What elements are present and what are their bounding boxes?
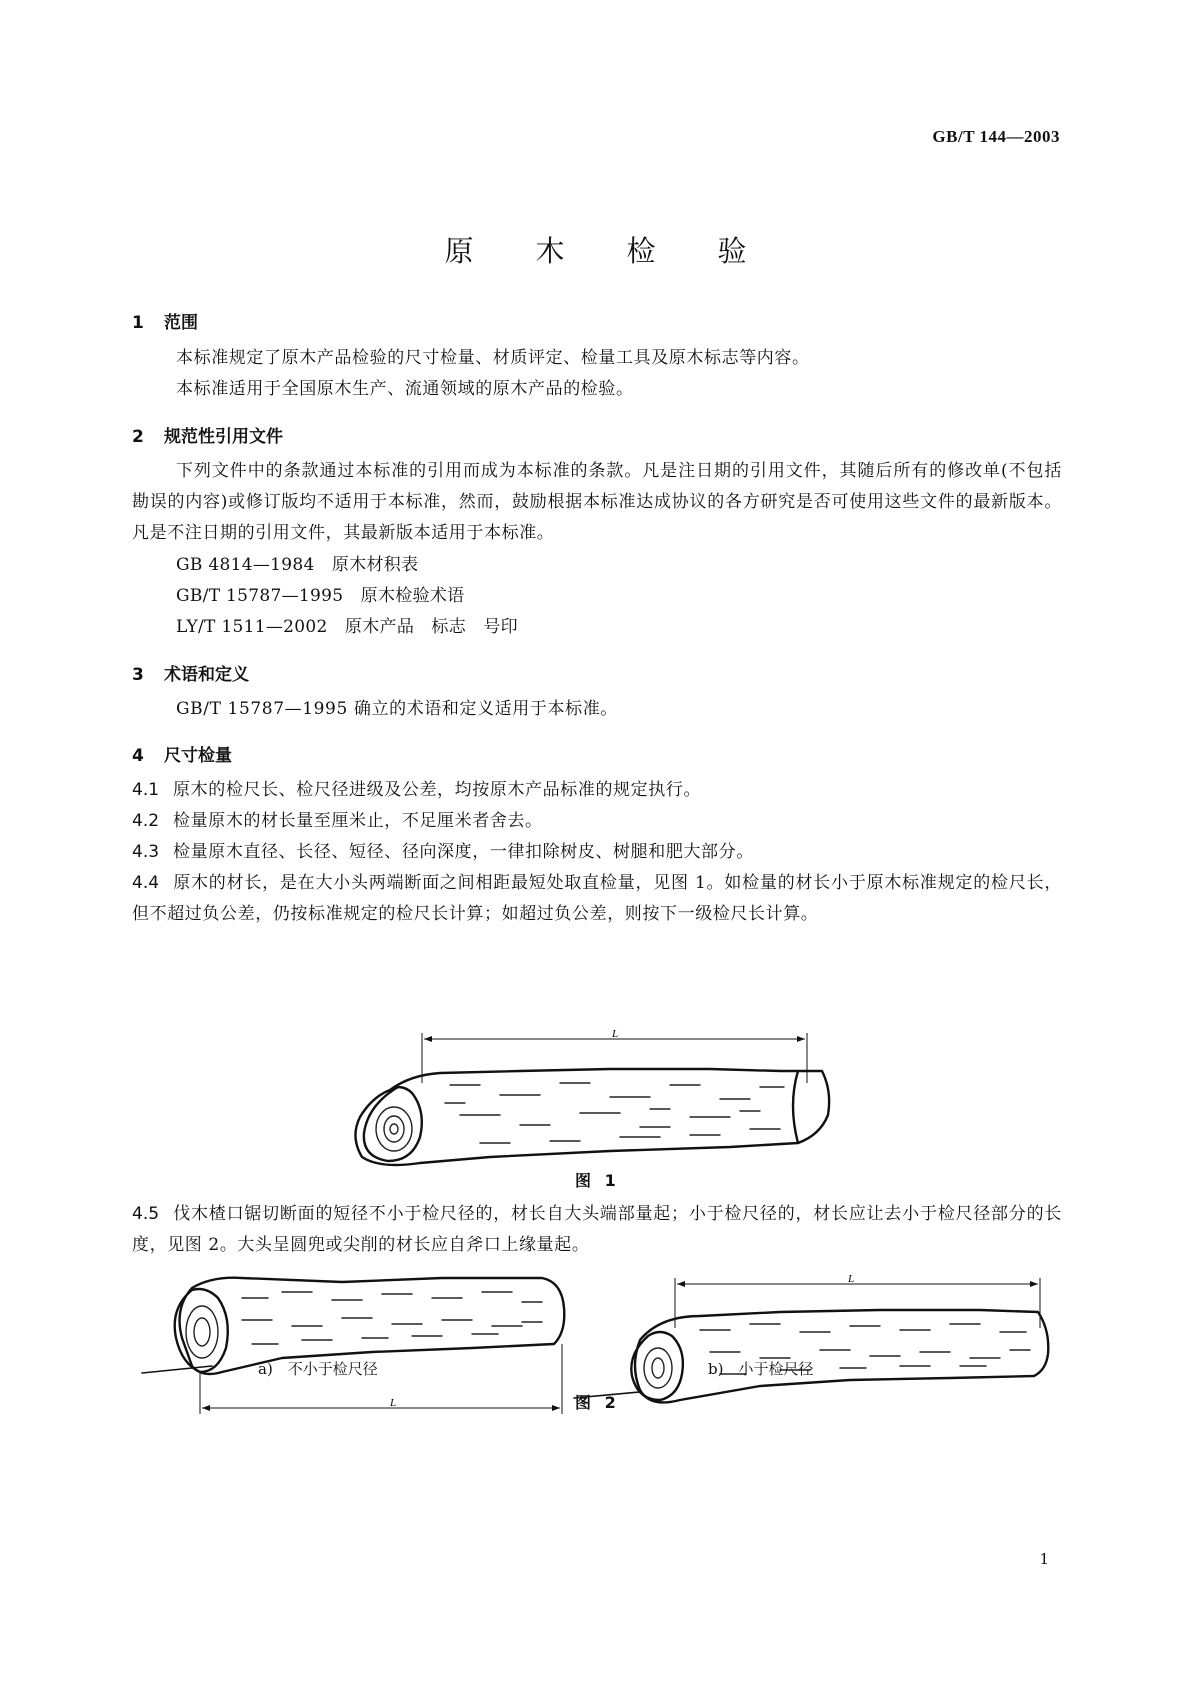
clause-text: 原木的检尺长、检尺径进级及公差，均按原木产品标准的规定执行。	[173, 780, 702, 800]
clause-number: 4.4	[132, 873, 160, 893]
clause-number: 4.5	[132, 1204, 160, 1224]
section-number: 4	[132, 746, 144, 766]
log-large-end-face	[175, 1289, 228, 1372]
section-title: 范围	[164, 313, 198, 333]
scope-paragraph-1: 本标准规定了原木产品检验的尺寸检量、材质评定、检量工具及原木标志等内容。	[176, 348, 810, 368]
section-number: 3	[132, 665, 144, 685]
figure-1-caption: 图 1	[575, 1171, 620, 1190]
page-number: 1	[1039, 1550, 1049, 1568]
section-1-heading	[132, 308, 198, 333]
clause-4-2	[132, 806, 1062, 837]
dimension-label: L	[612, 1028, 619, 1040]
clause-text: 伐木楂口锯切断面的短径不小于检尺径的，材长自大头端部量起；小于检尺径的，材长应让去小于检尺径部分的长度，见图 2。大头呈圆兜或尖削的材长应自斧口上缘量起。	[132, 1204, 1062, 1255]
clause-text: 检量原木的材长量至厘米止，不足厘米者舍去。	[173, 811, 543, 831]
log-outline	[635, 1310, 1048, 1402]
document-title: 原木检验	[444, 234, 809, 268]
dimension-label: L	[390, 1397, 397, 1409]
scope-paragraph-2: 本标准适用于全国原木生产、流通领域的原木产品的检验。	[176, 379, 634, 399]
figure-2-caption: 图 2	[575, 1393, 620, 1412]
dimension-label: L	[848, 1273, 855, 1285]
clause-text: 原木的材长，是在大小头两端断面之间相距最短处取直检量，见图 1。如检量的材长小于原木标准规定的检尺长，但不超过负公差，仍按标准规定的检尺长计算；如超过负公差，则按下一级检尺长计算。	[132, 873, 1062, 924]
growth-ring	[384, 1116, 404, 1142]
section-3-heading	[132, 660, 249, 685]
figure-2b-caption: b) 小于检尺径	[708, 1360, 814, 1378]
growth-ring	[390, 1124, 398, 1134]
growth-ring	[652, 1358, 664, 1378]
clause-4-5	[132, 1199, 1062, 1261]
bark-texture	[445, 1083, 784, 1143]
clause-number: 4.3	[132, 842, 160, 862]
log-small-end	[793, 1071, 798, 1143]
section-number: 1	[132, 313, 144, 333]
clause-4-4	[132, 868, 1062, 930]
growth-ring	[194, 1318, 210, 1346]
clause-4-3	[132, 837, 1062, 868]
section-4-heading	[132, 741, 232, 766]
section-title: 规范性引用文件	[164, 427, 283, 447]
clause-number: 4.2	[132, 811, 160, 831]
section-2-heading	[132, 422, 283, 447]
section-title: 术语和定义	[164, 665, 249, 685]
standard-number: GB/T 144—2003	[932, 127, 1060, 146]
growth-ring	[186, 1306, 218, 1358]
figure-2b-log-drawing	[620, 1270, 1060, 1430]
figure-2a-caption: a) 不小于检尺径	[258, 1360, 378, 1378]
growth-ring	[644, 1348, 672, 1388]
reference-item: LY/T 1511—2002 原木产品 标志 号印	[176, 617, 518, 637]
figure-2a-log-drawing	[142, 1268, 582, 1428]
growth-ring	[376, 1107, 412, 1151]
section-title: 尺寸检量	[164, 746, 232, 766]
terms-paragraph: GB/T 15787—1995 确立的术语和定义适用于本标准。	[176, 699, 618, 719]
clause-number: 4.1	[132, 780, 160, 800]
references-intro: 下列文件中的条款通过本标准的引用而成为本标准的条款。凡是注日期的引用文件，其随后所有的修改单(不包括勘误的内容)或修订版均不适用于本标准，然而，鼓励根据本标准达成协议的各方研究是否可使用这些文件的最新版本。凡是不注日期的引用文件，其最新版本适用于本标准。	[132, 461, 1062, 543]
section-number: 2	[132, 427, 144, 447]
reference-item: GB/T 15787—1995 原木检验术语	[176, 586, 465, 606]
log-outline	[355, 1069, 829, 1165]
clause-4-1	[132, 775, 1062, 806]
bark-texture	[242, 1292, 542, 1344]
clause-text: 检量原木直径、长径、短径、径向深度，一律扣除树皮、树腿和肥大部分。	[173, 842, 754, 862]
reference-item: GB 4814—1984 原木材积表	[176, 555, 419, 575]
figure-1-log-drawing	[350, 1025, 850, 1165]
